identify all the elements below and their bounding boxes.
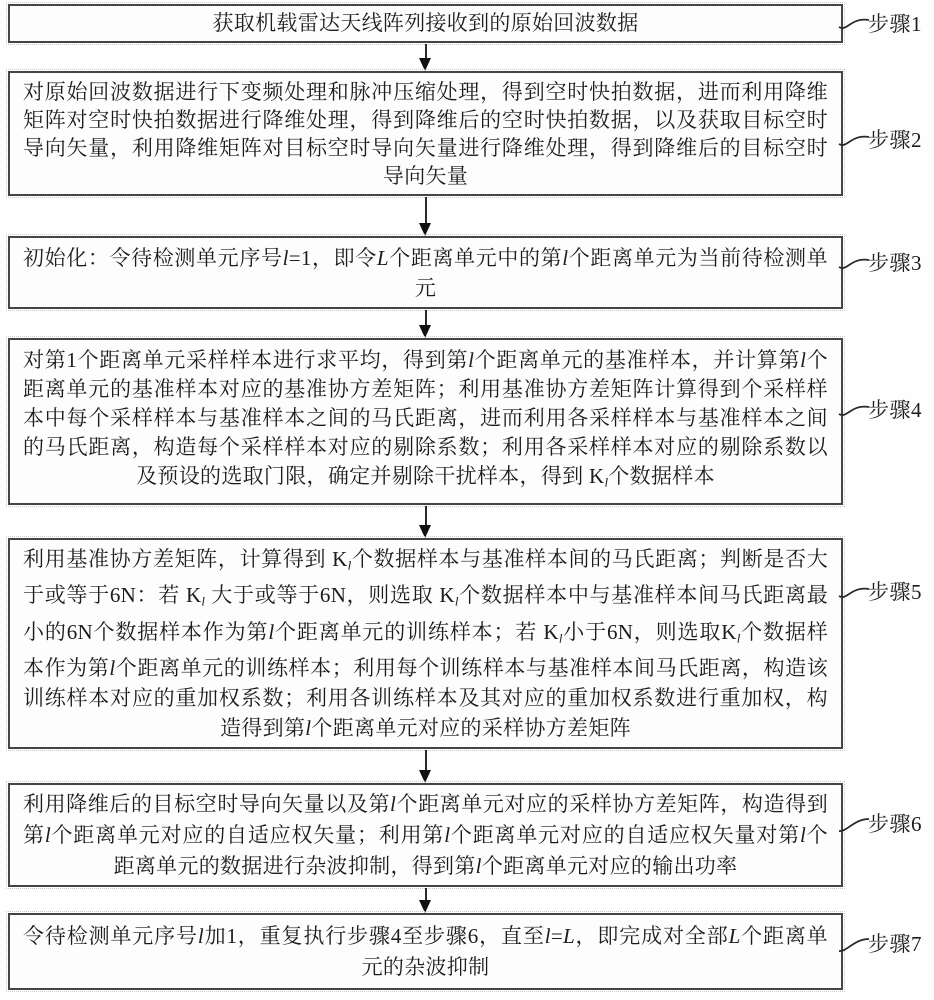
flow-arrow-6-7 [419,888,432,913]
step-5-text: 利用基准协方差矩阵，计算得到 Kl个数据样本与基准样本间的马氏距离；判断是否大于或等于6N：若 Kl 大于或等于6N，则选取 Kl个数据样本中与基准样本间马氏距离最小的6N个数据样本作为第l个距离单元的训练样本；若 Kl小于6N，则选取Kl个数据样本作为第l个距离单元的训练样本；利用每个训练样本与基准样本间马氏距离，构造该训练样本对应的重加权系数；利用各训练样本及其对应的重加权系数进行重加权，构造得到第l个距离单元对应的采样协方差矩阵 [23,546,829,741]
step-label-1: 步骤1 [868,12,922,36]
step-label-3: 步骤3 [868,251,922,275]
leader-line-step-5 [838,579,870,603]
step-1-text: 获取机载雷达天线阵列接收到的原始回波数据 [212,11,639,35]
step-label-6: 步骤6 [868,812,922,836]
leader-line-step-4 [838,397,870,421]
leader-line-step-2 [838,127,870,151]
leader-line-step-7 [838,931,870,955]
step-4-text: 对第1个距离单元采样样本进行求平均，得到第l个距离单元的基准样本，并计算第l个距离单元的基准样本对应的基准协方差矩阵；利用基准协方差矩阵计算得到个采样样本中每个采样样本与基准样本之间的马氏距离，进而利用各采样样本与基准样本之间的马氏距离，构造每个采样样本对应的剔除系数；利用各采样样本对应的剔除系数以及预设的选取门限，确定并剔除干扰样本，得到 Kl个数据样本 [23,348,828,490]
flow-arrow-3-4 [419,310,432,338]
leader-line-step-1 [838,10,870,34]
flow-step-box-4 [8,338,843,505]
arrow-down-icon [419,223,431,236]
flow-step-box-5 [8,538,843,749]
flow-step-box-3 [8,236,843,309]
flow-arrow-4-5 [419,506,432,538]
flow-arrow-2-3 [419,197,432,236]
leader-line-step-3 [838,250,870,274]
step-7-text: 令待检测单元序号l加1，重复执行步骤4至步骤6，直至l=L，即完成对全部L个距离单元的杂波抑制 [23,923,828,979]
step-label-7: 步骤7 [868,932,922,956]
flow-step-box-2 [8,71,843,196]
flow-step-box-1 [8,4,843,43]
arrow-down-icon [419,900,431,913]
step-2-text: 对原始回波数据进行下变频处理和脉冲压缩处理，得到空时快拍数据，进而利用降维矩阵对空时快拍数据进行降维处理，得到降维后的空时快拍数据，以及获取目标空时导向矢量，利用降维矩阵对目标空时导向矢量进行降维处理，得到降维后的目标空时导向矢量 [23,79,828,188]
flow-step-box-7 [8,913,843,990]
arrow-down-icon [419,770,431,783]
flow-arrow-5-6 [419,750,432,783]
step-label-2: 步骤2 [868,128,922,152]
step-label-4: 步骤4 [868,398,922,422]
arrow-down-icon [419,58,431,71]
step-label-5: 步骤5 [868,580,922,604]
leader-line-step-6 [838,811,870,835]
arrow-down-icon [419,325,431,338]
arrow-down-icon [419,525,431,538]
step-6-text: 利用降维后的目标空时导向矢量以及第l个距离单元对应的采样协方差矩阵，构造得到第l个距离单元对应的自适应权矢量；利用第l个距离单元对应的自适应权矢量对第l个距离单元的数据进行杂波抑制，得到第l个距离单元对应的输出功率 [23,791,828,878]
flow-step-box-6 [8,783,843,887]
flow-arrow-1-2 [419,44,432,71]
step-3-text: 初始化：令待检测单元序号l=1，即令L个距离单元中的第l个距离单元为当前待检测单元 [23,245,828,300]
